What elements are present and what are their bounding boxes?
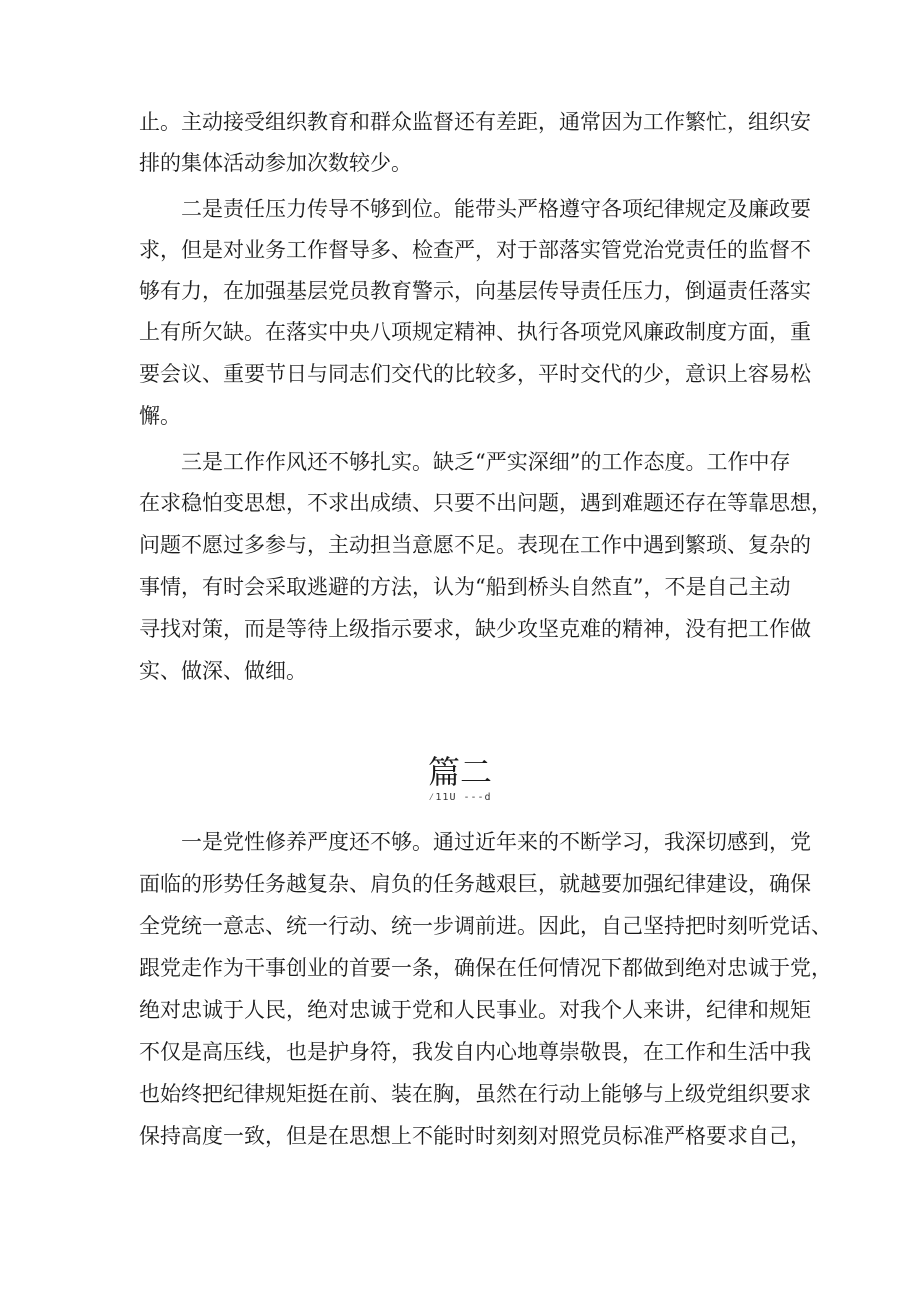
body-text-line: 上有所欠缺。在落实中央八项规定精神、执行各项党风廉政制度方面，重 <box>139 320 811 344</box>
body-text-line: 求，但是对业务工作督导多、检查严，对于部落实管党治党责任的监督不 <box>139 238 811 262</box>
body-text-line: 绝对忠诚于人民，绝对忠诚于党和人民事业。对我个人来讲，纪律和规矩 <box>139 998 811 1022</box>
body-text-line: 在求稳怕变思想，不求出成绩、只要不出问题，遇到难题还存在等靠思想， <box>139 491 832 515</box>
body-text-line: 事情，有时会采取逃避的方法，认为“船到桥头自然直”，不是自己主动 <box>139 575 791 599</box>
body-text-line: 也始终把纪律规矩挺在前、装在胸，虽然在行动上能够与上级党组织要求 <box>139 1082 811 1106</box>
section-heading: 篇二 <box>427 753 492 791</box>
body-text-line: 懈。 <box>139 404 181 428</box>
body-text-line: 三是工作作风还不够扎实。缺乏“严实深细”的工作态度。工作中存 <box>181 450 791 474</box>
body-text-line: 实、做深、做细。 <box>139 659 307 683</box>
body-text-line: 止。主动接受组织教育和群众监督还有差距，通常因为工作繁忙，组织安 <box>139 110 811 134</box>
body-text-line: 二是责任压力传导不够到位。能带头严格遵守各项纪律规定及廉政要 <box>181 197 811 221</box>
body-text-line: 不仅是高压线，也是护身符，我发自内心地尊崇敬畏，在工作和生活中我 <box>139 1040 811 1064</box>
body-text-line: 全党统一意志、统一行动、统一步调前进。因此，自己坚持把时刻听党话、 <box>139 914 832 938</box>
body-text-line: 够有力，在加强基层党员教育警示，向基层传导责任压力，倒逼责任落实 <box>139 279 811 303</box>
body-text-line: 要会议、重要节日与同志们交代的比较多，平时交代的少，意识上容易松 <box>139 362 811 386</box>
body-text-line: 保持高度一致，但是在思想上不能时时刻刻对照党员标准严格要求自己， <box>139 1124 811 1148</box>
body-text-line: 问题不愿过多参与，主动担当意愿不足。表现在工作中遇到繁琐、复杂的 <box>139 533 811 557</box>
body-text-line: 排的集体活动参加次数较少。 <box>139 151 412 175</box>
body-text-line: 一是党性修养严度还不够。通过近年来的不断学习，我深切感到，党 <box>181 830 811 854</box>
body-text-line: 跟党走作为干事创业的首要一条，确保在任何情况下都做到绝对忠诚于党， <box>139 956 832 980</box>
body-text-line: 寻找对策，而是等待上级指示要求，缺少攻坚克难的精神，没有把工作做 <box>139 617 811 641</box>
body-text-line: 面临的形势任务越复杂、肩负的任务越艰巨，就越要加强纪律建设，确保 <box>139 872 811 896</box>
section-subheading: ⁄11U ---d <box>428 792 492 803</box>
